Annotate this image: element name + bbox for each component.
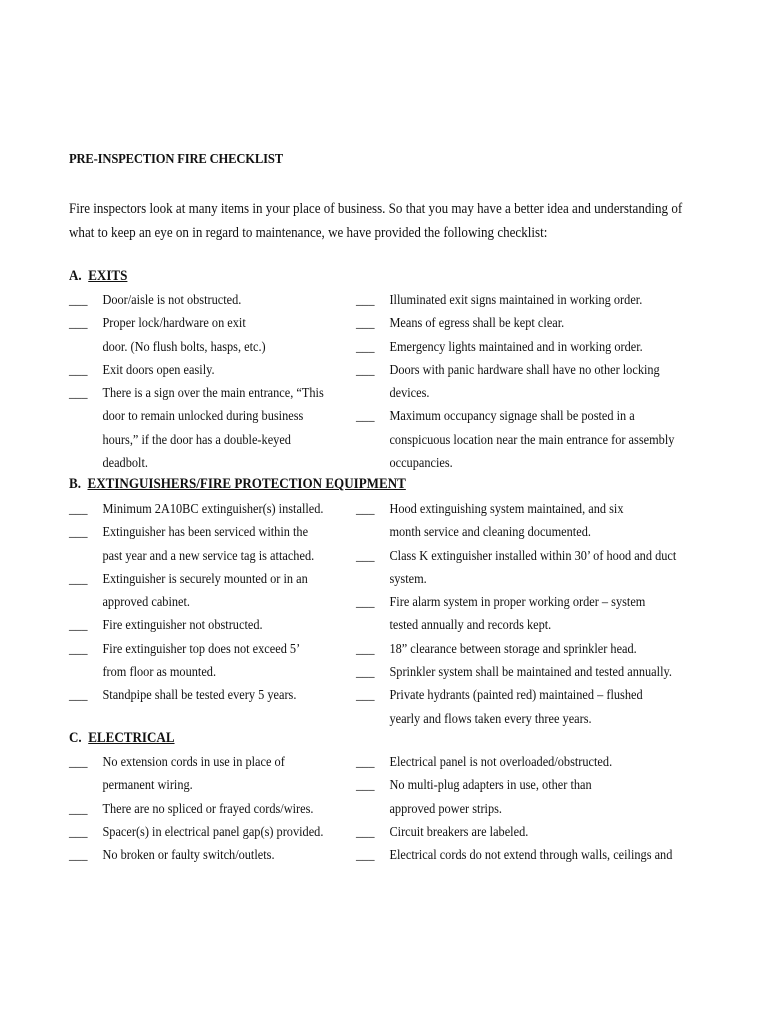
- checkbox-blank[interactable]: ___: [356, 548, 375, 564]
- checkbox-blank[interactable]: ___: [69, 641, 88, 657]
- checkbox-blank[interactable]: ___: [356, 824, 375, 840]
- checklist-item: ___ Emergency lights maintained and in working order.: [356, 336, 690, 359]
- section-heading-exits: [69, 268, 127, 285]
- checklist-item: ___ Private hydrants (painted red) maintained – flushed yearly and flows taken every three years.: [356, 684, 699, 731]
- checklist-item: ___ Illuminated exit signs maintained in working order.: [356, 289, 690, 312]
- checkbox-blank[interactable]: ___: [356, 409, 375, 425]
- checklist-item: ___ Spacer(s) in electrical panel gap(s) provided.: [69, 821, 359, 844]
- checklist-item: ___ Standpipe shall be tested every 5 years.: [69, 684, 359, 707]
- checkbox-blank[interactable]: ___: [69, 618, 88, 634]
- checklist-item: ___ No extension cords in use in place of permanent wiring.: [69, 751, 359, 798]
- intro-paragraph: Fire inspectors look at many items in your place of business. So that you may have a better idea and understanding of what to keep an eye on in regard to maintenance, we have provided the following checklist:: [69, 201, 683, 241]
- checklist-item: ___ Fire extinguisher top does not exceed 5’ from floor as mounted.: [69, 638, 359, 685]
- electrical-left-column: [69, 751, 359, 867]
- checklist-item: ___ Doors with panic hardware shall have no other locking devices.: [356, 359, 690, 406]
- checkbox-blank[interactable]: ___: [356, 293, 375, 308]
- checkbox-blank[interactable]: ___: [356, 502, 375, 517]
- checklist-item: ___ Electrical cords do not extend through walls, ceilings and: [356, 844, 690, 867]
- checklist-item: ___ Circuit breakers are labeled.: [356, 821, 690, 844]
- checklist-item: ___ No multi-plug adapters in use, other than approved power strips.: [356, 774, 690, 821]
- checkbox-blank[interactable]: ___: [356, 595, 375, 611]
- checkbox-blank[interactable]: ___: [356, 339, 375, 355]
- section-title: EXITS: [88, 268, 128, 284]
- electrical-right-column: [356, 751, 690, 867]
- checklist-item: ___ There is a sign over the main entrance, “This door to remain unlocked during business hours,” if the door has a double-keyed deadbolt.: [69, 382, 359, 475]
- checklist-item: ___ 18” clearance between storage and sprinkler head.: [356, 638, 699, 661]
- checkbox-blank[interactable]: ___: [69, 848, 88, 864]
- checklist-item: ___ Extinguisher has been serviced within the past year and a new service tag is attached.: [69, 521, 359, 568]
- checkbox-blank[interactable]: ___: [356, 362, 375, 378]
- checkbox-blank[interactable]: ___: [69, 824, 88, 840]
- checkbox-blank[interactable]: ___: [69, 688, 88, 704]
- checklist-item: ___ Minimum 2A10BC extinguisher(s) installed.: [69, 498, 359, 521]
- checkbox-blank[interactable]: ___: [356, 848, 375, 864]
- checkbox-blank[interactable]: ___: [356, 778, 375, 794]
- extinguishers-left-column: [69, 498, 359, 708]
- checklist-item: ___ Sprinkler system shall be maintained and tested annually.: [356, 661, 699, 684]
- checkbox-blank[interactable]: ___: [69, 502, 88, 517]
- checkbox-blank[interactable]: ___: [69, 571, 88, 587]
- checkbox-blank[interactable]: ___: [356, 755, 375, 770]
- extinguishers-right-column: [356, 498, 699, 731]
- checkbox-blank[interactable]: ___: [69, 316, 88, 332]
- checklist-item: ___ No broken or faulty switch/outlets.: [69, 844, 359, 867]
- checkbox-blank[interactable]: ___: [69, 801, 88, 817]
- checklist-item: ___ There are no spliced or frayed cords/wires.: [69, 798, 359, 821]
- page-title: PRE-INSPECTION FIRE CHECKLIST: [69, 152, 283, 167]
- section-letter: A.: [69, 268, 82, 284]
- checklist-item: ___ Fire extinguisher not obstructed.: [69, 614, 359, 637]
- section-title: ELECTRICAL: [88, 730, 175, 746]
- checklist-item: ___ Proper lock/hardware on exit door. (No flush bolts, hasps, etc.): [69, 312, 359, 359]
- checklist-item: ___ Class K extinguisher installed within 30’ of hood and duct system.: [356, 545, 699, 592]
- checkbox-blank[interactable]: ___: [69, 386, 88, 402]
- checkbox-blank[interactable]: ___: [356, 641, 375, 657]
- checklist-item: ___ Electrical panel is not overloaded/obstructed.: [356, 751, 690, 774]
- checklist-item: ___ Fire alarm system in proper working order – system tested annually and records kept.: [356, 591, 699, 638]
- checklist-item: ___ Door/aisle is not obstructed.: [69, 289, 359, 312]
- exits-left-column: [69, 289, 359, 475]
- checkbox-blank[interactable]: ___: [69, 755, 88, 770]
- section-letter: C.: [69, 730, 82, 746]
- checklist-item: ___ Means of egress shall be kept clear.: [356, 312, 690, 335]
- checklist-item: ___ Exit doors open easily.: [69, 359, 359, 382]
- checkbox-blank[interactable]: ___: [356, 316, 375, 332]
- checkbox-blank[interactable]: ___: [356, 665, 375, 681]
- checkbox-blank[interactable]: ___: [69, 362, 88, 378]
- section-title: EXTINGUISHERS/FIRE PROTECTION EQUIPMENT: [87, 476, 406, 492]
- checklist-item: ___ Hood extinguishing system maintained, and six month service and cleaning documented.: [356, 498, 699, 545]
- checkbox-blank[interactable]: ___: [69, 293, 88, 308]
- checklist-item: ___ Maximum occupancy signage shall be posted in a conspicuous location near the main entrance for assembly occupancies.: [356, 405, 690, 475]
- exits-right-column: [356, 289, 690, 475]
- checkbox-blank[interactable]: ___: [69, 525, 88, 541]
- section-heading-electrical: [69, 730, 175, 747]
- checklist-item: ___ Extinguisher is securely mounted or in an approved cabinet.: [69, 568, 359, 615]
- section-heading-extinguishers: [69, 476, 406, 493]
- checkbox-blank[interactable]: ___: [356, 688, 375, 704]
- section-letter: B.: [69, 476, 81, 492]
